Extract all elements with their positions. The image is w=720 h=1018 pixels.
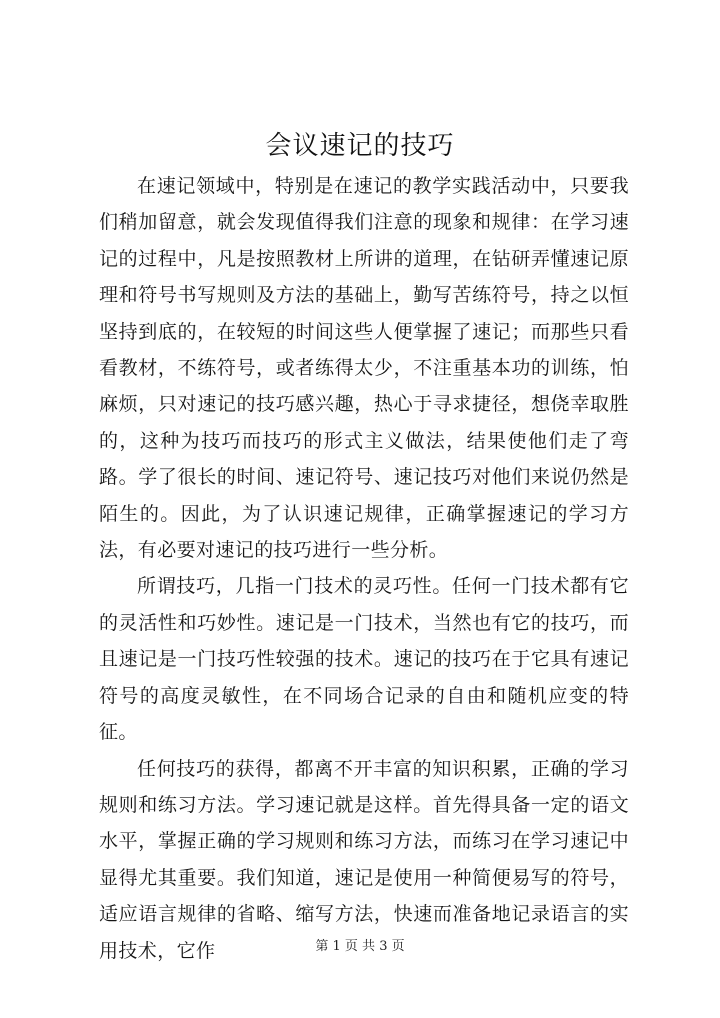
paragraph-1: 在速记领域中，特别是在速记的教学实践活动中，只要我们稍加留意，就会发现值得我们注意的现象和规律：在学习速记的过程中，凡是按照教材上所讲的道理，在钻研弄懂速记原理和符号书写规则及方法的基础上，勤写苦练符号，持之以恒坚持到底的，在较短的时间这些人便掌握了速记；而那些只看看教材，不练符号，或者练得太少，不注重基本功的训练，怕麻烦，只对速记的技巧感兴趣，热心于寻求捷径，想侥幸取胜的，这种为技巧而技巧的形式主义做法，结果使他们走了弯路。学了很长的时间、速记符号、速记技巧对他们来说仍然是陌生的。因此，为了认识速记规律，正确掌握速记的学习方法，有必要对速记的技巧进行一些分析。 (99, 175, 629, 562)
page-footer: 第 1 页 共 3 页 (315, 939, 405, 954)
paragraph-2: 所谓技巧，几指一门技术的灵巧性。任何一门技术都有它的灵活性和巧妙性。速记是一门技术，当然也有它的技巧，而且速记是一门技巧性较强的技术。速记的技巧在于它具有速记符号的高度灵敏性，在不同场合记录的自由和随机应变的特征。 (99, 575, 629, 744)
document-title: 会议速记的技巧 (265, 131, 455, 161)
paragraph-3: 任何技巧的获得，都离不开丰富的知识积累，正确的学习规则和练习方法。学习速记就是这样。首先得具备一定的语文水平，掌握正确的学习规则和练习方法，而练习在学习速记中显得尤其重要。我们知道，速记是使用一种简便易写的符号，适应语言规律的省略、缩写方法，快速而准备地记录语言的实用技术，它作 (99, 757, 629, 962)
document-body (99, 168, 629, 969)
